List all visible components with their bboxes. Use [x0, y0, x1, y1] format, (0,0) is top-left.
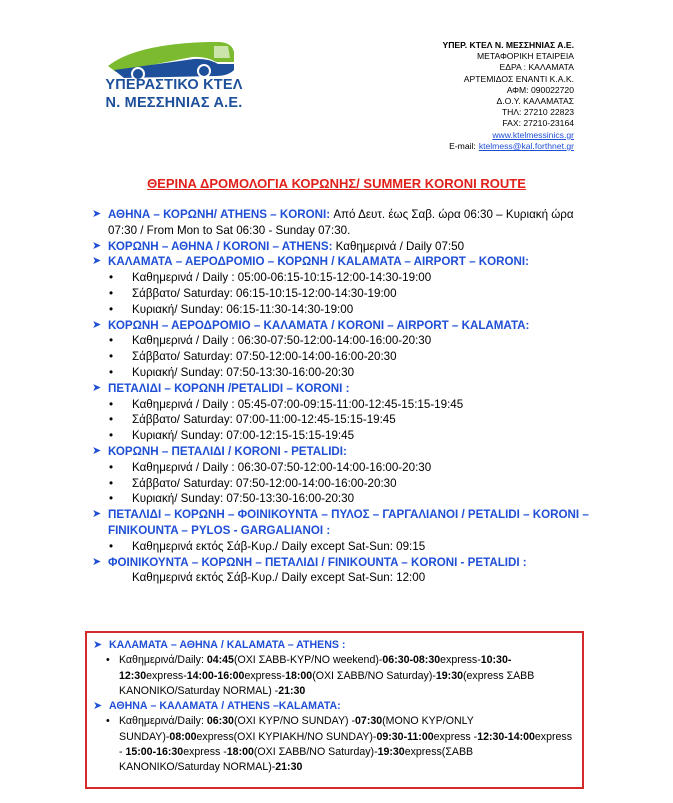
route-koroni-petalidi	[92, 444, 592, 460]
route-petalidi-gargalianoi	[92, 507, 592, 539]
time-entry: • Καθημερινά / Daily : 06:30-07:50-12:00-14:00-16:00-20:30	[92, 460, 592, 476]
route-name: ΚΟΡΩΝΗ – ΑΕΡΟΔΡΟΜΙΟ – ΚΑΛΑΜΑΤΑ / KORONI – AIRPORT – KALAMATA:	[108, 318, 530, 332]
page-title: ΘΕΡΙΝΑ ΔΡΟΜΟΛΟΓΙΑ ΚΟΡΩΝΗΣ/ SUMMER KORONI ROUTE	[147, 176, 526, 191]
time-text: (ΟΧΙ ΣΑΒΒ/NO Saturday)-	[312, 669, 436, 682]
time-bold: 07:30	[355, 715, 383, 728]
time-entry: • Κυριακή/ Sunday: 07:00-12:15-15:15-19:45	[92, 428, 592, 444]
time-entry: • Σάββατο/ Saturday: 06:15-10:15-12:00-14:30-19:00	[92, 286, 592, 302]
time-bold: 19:30	[377, 746, 405, 759]
arrow-bullet-icon: ➤	[92, 255, 102, 268]
time-entry: • Καθημερινά / Daily : 05:45-07:00-09:15-11:00-12:45-15:15-19:45	[92, 397, 592, 413]
time-text: express-	[440, 654, 481, 667]
time-entry: • Σάββατο/ Saturday: 07:50-12:00-14:00-16:00-20:30	[92, 349, 592, 365]
company-email-link[interactable]: ktelmess@kal.forthnet.gr	[478, 140, 574, 151]
time-text: (ΟΧΙ ΣΑΒΒ/NO Saturday)-	[253, 746, 378, 759]
company-address: ΑΡΤΕΜΙΔΟΣ ΕΝΑΝΤΙ Κ.Α.Κ.	[463, 73, 574, 84]
schedule-list	[92, 207, 592, 586]
arrow-bullet-icon: ➤	[92, 208, 102, 220]
route-name: ΑΘΗΝΑ – ΚΑΛΑΜΑΤΑ / ATHENS –KALAMATA:	[109, 700, 341, 713]
time-text: express(ΣΑΒΒ ΚΑΝΟΝΙΚΟ/Saturday NORMAL)-	[119, 746, 474, 774]
company-name: ΥΠΕΡ. ΚΤΕΛ Ν. ΜΕΣΣΗΝΙΑΣ Α.Ε.	[442, 40, 574, 50]
route-name: ΚΑΛΑΜΑΤΑ – ΑΕΡΟΔΡΟΜΙΟ – ΚΟΡΩΝΗ / KALAMATA – AIRPORT – KORONI:	[108, 255, 529, 269]
arrow-bullet-icon: ➤	[92, 239, 102, 252]
time-bold: 18:00	[285, 669, 313, 682]
route-name: ΠΕΤΑΛΙΔΙ – ΚΟΡΩΝΗ – ΦΟΙΝΙΚΟΥΝΤΑ – ΠΥΛΟΣ – ΓΑΡΓΑΛΙΑΝΟΙ / PETALIDI – KORONI – FINIKOUNTA – PYLOS - GARGALIANOI :	[108, 508, 589, 537]
time-bold: 19:30	[435, 669, 463, 682]
arrow-bullet-icon: ➤	[92, 381, 102, 394]
time-bold: 06:30-08:30	[382, 654, 441, 667]
times-list	[92, 270, 592, 317]
route-finikounta-petalidi	[92, 555, 592, 571]
kalamata-athens-times	[93, 653, 576, 699]
time-bold: 21:30	[275, 761, 303, 774]
route-athens-koroni	[92, 207, 592, 239]
time-bold: 18:00	[226, 746, 254, 759]
time-entry: • Κυριακή/ Sunday: 07:50-13:30-16:00-20:30	[92, 491, 592, 507]
arrow-bullet-icon: ➤	[93, 639, 103, 651]
time-bold: 06:30	[206, 715, 234, 728]
time-entry: • Σάββατο/ Saturday: 07:50-12:00-14:00-16:00-20:30	[92, 476, 592, 492]
time-text: Καθημερινά/Daily:	[119, 715, 207, 728]
time-entry: • Καθημερινά / Daily : 05:00-06:15-10:15-12:00-14:30-19:00	[92, 270, 592, 286]
times-list	[92, 397, 592, 444]
time-text: express -	[183, 746, 227, 759]
logo-line1: ΥΠΕΡΑΣΤΙΚΟ ΚΤΕΛ	[105, 77, 243, 93]
company-afm: ΑΦΜ: 090022720	[506, 84, 574, 95]
company-email-row	[442, 141, 574, 152]
company-doy: Δ.Ο.Υ. ΚΑΛΑΜΑΤΑΣ	[496, 96, 574, 107]
times-list	[92, 460, 592, 507]
company-type: ΜΕΤΑΦΟΡΙΚΗ ΕΤΑΙΡΕΙΑ	[476, 51, 574, 62]
company-info	[442, 40, 574, 152]
time-bold: 08:00	[169, 730, 197, 743]
route-name: ΚΟΡΩΝΗ – ΠΕΤΑΛΙΔΙ / KORONI - PETALIDI:	[108, 444, 347, 458]
company-fax: FAX: 27210-23164	[502, 118, 574, 129]
route-name: ΚΟΡΩΝΗ – ΑΘΗΝΑ / KORONI – ATHENS:	[108, 239, 333, 253]
time-entry: • Καθημερινά / Daily : 06:30-07:50-12:00-14:00-16:00-20:30	[92, 333, 592, 349]
time-entry: Καθημερινά εκτός Σάβ-Κυρ./ Daily except Sat-Sun: 12:00	[132, 571, 426, 585]
time-text: (express ΣΑΒΒ ΚΑΝΟΝΙΚΟ/Saturday NORMAL) -	[119, 669, 535, 697]
time-text: express(ΟΧΙ ΚΥΡΙΑΚΗ/NO SUNDAY)-	[196, 730, 377, 743]
arrow-bullet-icon: ➤	[93, 700, 103, 713]
route-kalamata-airport-koroni	[92, 254, 592, 270]
time-bold: 12:30-14:00	[477, 730, 535, 743]
arrow-bullet-icon: ➤	[92, 444, 102, 457]
route-name: ΚΑΛΑΜΑΤΑ – ΑΘΗΝΑ / KALAMATA – ATHENS :	[109, 639, 346, 651]
route-koroni-athens	[92, 239, 592, 255]
time-entry: • Σάββατο/ Saturday: 07:00-11:00-12:45-15:15-19:45	[92, 412, 592, 428]
email-label: E-mail:	[449, 140, 476, 151]
route-name: ΦΟΙΝΙΚΟΥΝΤΑ – ΚΟΡΩΝΗ – ΠΕΤΑΛΙΔΙ / FINIKOUNTA – KORONI - PETALIDI :	[108, 555, 527, 569]
time-text: express-	[244, 669, 286, 682]
times-list	[92, 333, 592, 380]
arrow-bullet-icon: ➤	[92, 555, 102, 568]
time-text: Καθημερινά/Daily:	[119, 654, 207, 667]
route-note: Καθημερινά / Daily 07:50	[332, 239, 465, 253]
time-bold: 04:45	[206, 654, 234, 667]
time-entry: • Καθημερινά εκτός Σάβ-Κυρ./ Daily except Sat-Sun: 09:15	[92, 539, 592, 555]
time-bold: 15:00-16:30	[125, 746, 184, 759]
time-text: (ΟΧΙ ΣΑΒΒ-ΚΥΡ/NO weekend)-	[233, 654, 383, 667]
route-kalamata-athens	[93, 638, 576, 653]
logo-line2: Ν. ΜΕΣΣΗΝΙΑΣ Α.Ε.	[105, 95, 243, 111]
athens-kalamata-box	[85, 631, 584, 789]
route-note: Από Δευτ. έως Σαβ. ώρα 06:30 – Κυριακή ώρα 07:30 / From Mon to Sat 06:30 - Sunday 07:30.	[108, 208, 574, 237]
time-entry: • Κυριακή/ Sunday: 07:50-13:30-16:00-20:30	[92, 365, 592, 381]
time-text: express -	[433, 730, 478, 743]
route-petalidi-koroni	[92, 381, 592, 397]
time-text: (ΜΟΝΟ ΚΥΡ/ONLY SUNDAY)-	[119, 715, 474, 743]
time-text: express-	[146, 669, 187, 682]
time-text: (ΟΧΙ ΚΥΡ/NO SUNDAY) -	[233, 715, 356, 728]
time-bold: 10:30-12:30	[119, 654, 512, 682]
route-name: ΑΘΗΝΑ – ΚΟΡΩΝΗ/ ATHENS – KORONI:	[108, 208, 331, 221]
company-website-link[interactable]: www.ktelmessinics.gr	[492, 129, 574, 140]
company-seat: ΕΔΡΑ : ΚΑΛΑΜΑΤΑ	[499, 62, 574, 73]
route-name: ΠΕΤΑΛΙΔΙ – ΚΟΡΩΝΗ /PETALIDI – KORONI :	[108, 381, 350, 395]
arrow-bullet-icon: ➤	[92, 318, 102, 331]
time-text: express -	[119, 730, 572, 759]
time-bold: 14:00-16:00	[186, 669, 245, 682]
times-list	[92, 539, 592, 555]
time-bold: 09:30-11:00	[376, 730, 434, 743]
time-entry: • Κυριακή/ Sunday: 06:15-11:30-14:30-19:00	[92, 302, 592, 318]
route-koroni-airport-kalamata	[92, 318, 592, 334]
route-athens-kalamata	[93, 699, 576, 714]
company-tel: ΤΗΛ: 27210 22823	[501, 107, 574, 118]
arrow-bullet-icon: ➤	[92, 508, 102, 521]
time-bold: 21:30	[278, 684, 306, 697]
athens-kalamata-times	[93, 714, 576, 775]
